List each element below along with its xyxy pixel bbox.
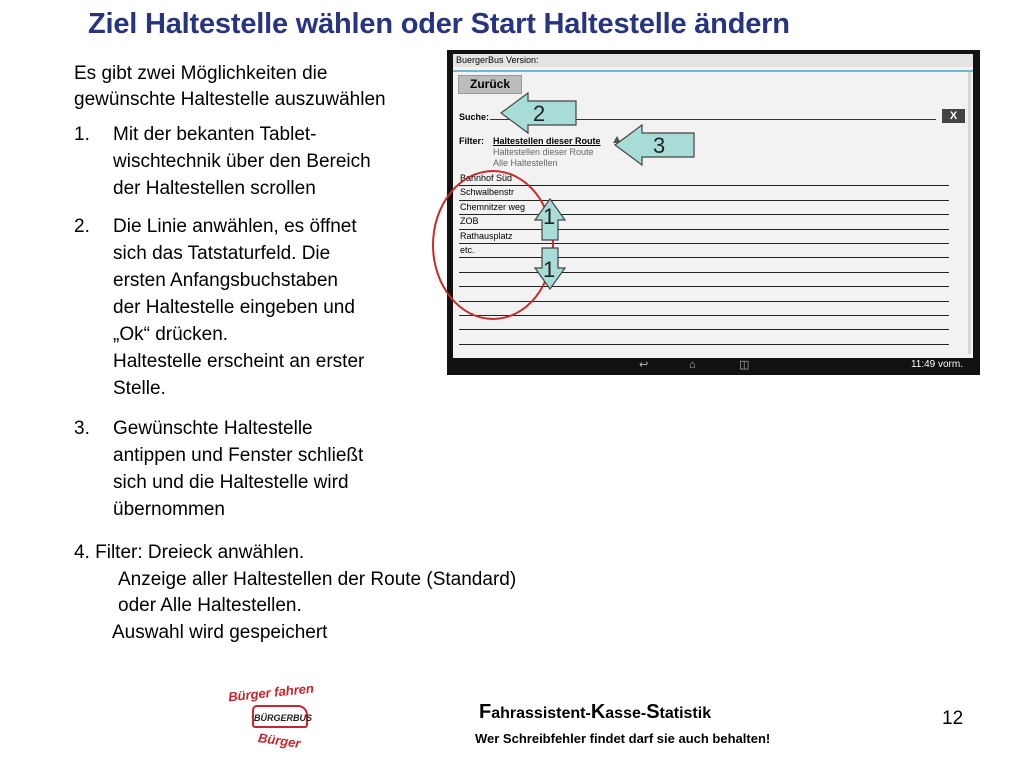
recent-apps-icon[interactable]: ◫ <box>739 359 750 371</box>
slide-title: Ziel Haltestelle wählen oder Start Haltestelle ändern <box>88 8 790 40</box>
page-number: 12 <box>942 708 964 729</box>
step-line: Die Linie anwählen, es öffnet <box>113 216 357 237</box>
step-line: antippen und Fenster schließt <box>113 445 364 466</box>
arrow-label-3: 3 <box>653 133 666 158</box>
step-line: der Haltestellen scrollen <box>113 178 316 199</box>
footer-title: Fahrassistent-Kasse-Statistik <box>479 701 712 723</box>
filter-select[interactable]: Haltestellen dieser Route <box>493 136 601 146</box>
filter-option-all[interactable]: Alle Haltestellen <box>493 158 558 168</box>
step-line: 4. Filter: Dreieck anwählen. <box>74 542 305 563</box>
buergerbus-logo <box>220 680 338 755</box>
stop-item[interactable]: Bahnhof Süd <box>459 172 949 186</box>
step-number: 1. <box>74 124 90 145</box>
step-line: übernommen <box>113 499 225 520</box>
step-line: wischtechnik über den Bereich <box>113 151 371 172</box>
logo-top-text: Bürger fahren <box>227 680 315 705</box>
footer-subtitle: Wer Schreibfehler findet darf sie auch behalten! <box>475 731 771 746</box>
step-line: Mit der bekanten Tablet- <box>113 124 317 145</box>
stop-item[interactable]: ZOB <box>459 215 949 229</box>
logo-bus-icon: BÜRGERBUS <box>252 705 308 728</box>
step-line: oder Alle Haltestellen. <box>118 595 302 616</box>
arrow-label-1-down: 1 <box>543 257 556 282</box>
step-number: 3. <box>74 418 90 439</box>
step-line: „Ok“ drücken. <box>113 324 229 345</box>
logo-bottom-text: Bürger <box>257 730 302 751</box>
step-line: sich das Tatstaturfeld. Die <box>113 243 331 264</box>
back-button[interactable]: Zurück <box>458 75 522 94</box>
filter-option-route[interactable]: Haltestellen dieser Route <box>493 147 594 157</box>
step-line: der Haltestelle eingeben und <box>113 297 355 318</box>
stop-item[interactable]: Chemnitzer weg <box>459 201 949 215</box>
step-line: Auswahl wird gespeichert <box>112 621 328 643</box>
back-nav-icon[interactable]: ↩ <box>639 359 649 371</box>
arrow-label-1-up: 1 <box>543 204 556 229</box>
home-nav-icon[interactable]: ⌂ <box>689 359 696 371</box>
step-line: Haltestelle erscheint an erster <box>113 351 365 372</box>
step-line: sich und die Haltestelle wird <box>113 472 349 493</box>
step-line: Anzeige aller Haltestellen der Route (Standard) <box>118 568 517 590</box>
arrow-label-2: 2 <box>533 101 546 126</box>
stop-item[interactable]: etc. <box>459 244 949 258</box>
step-line: Stelle. <box>113 378 166 399</box>
stop-item[interactable]: Schwalbenstr <box>459 186 949 200</box>
intro-line: Es gibt zwei Möglichkeiten die <box>74 63 328 84</box>
step-line: ersten Anfangsbuchstaben <box>113 270 339 291</box>
search-label: Suche: <box>459 112 490 122</box>
step-number: 2. <box>74 216 90 237</box>
filter-label: Filter: <box>459 136 485 146</box>
stop-item[interactable]: Rathausplatz <box>459 230 949 244</box>
clock: 11:49 vorm. <box>910 359 963 370</box>
app-header: BuergerBus Version: <box>453 54 973 67</box>
intro-line: gewünschte Haltestelle auszuwählen <box>74 89 386 110</box>
clear-search-button[interactable]: X <box>942 109 965 123</box>
step-line: Gewünschte Haltestelle <box>113 418 313 439</box>
